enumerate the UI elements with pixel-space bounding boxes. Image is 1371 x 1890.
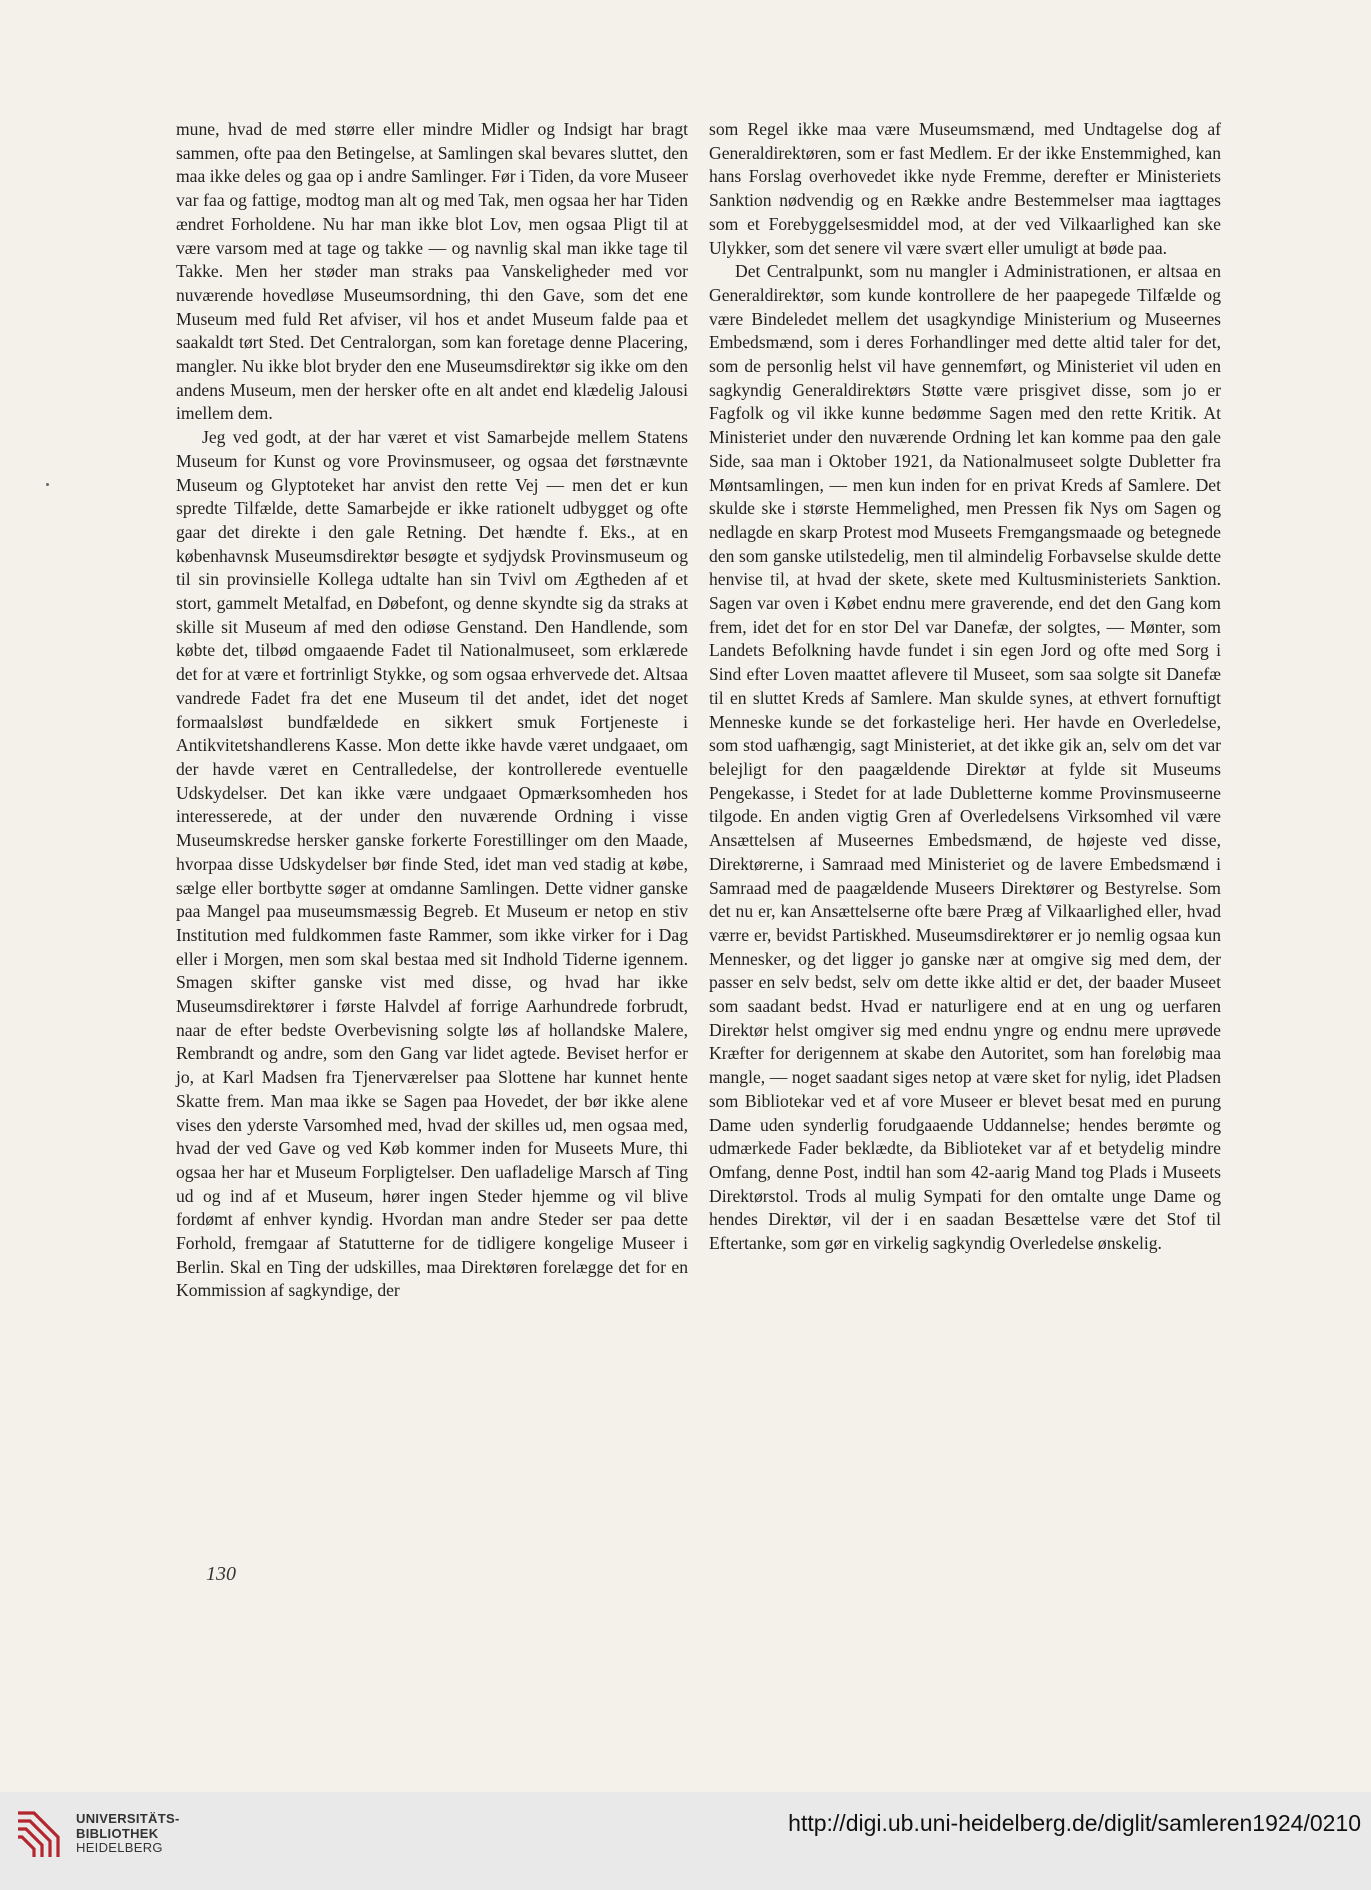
scan-speck bbox=[46, 483, 49, 486]
library-name-line: HEIDELBERG bbox=[76, 1840, 163, 1855]
library-name-line: UNIVERSITÄTS- bbox=[76, 1811, 180, 1826]
right-text-column bbox=[709, 118, 1221, 1256]
permalink-url[interactable]: http://digi.ub.uni-heidelberg.de/diglit/samleren1924/0210 bbox=[788, 1810, 1361, 1836]
paragraph: som Regel ikke maa være Museumsmænd, med Undtagelse dog af Generaldirektøren, som er fast Medlem. Er der ikke Enstemmighed, kan hans Forslag overhovedet ikke nyde Fremme, derefter er Ministeriets Sanktion nødvendig og en Række andre Bestemmelser maa iagttages som et Forebyggelsesmiddel mod, at der ved Vilkaarlighed kan ske Ulykker, som det senere vil være svært eller umuligt at bøde paa. bbox=[709, 119, 1221, 258]
paragraph: mune, hvad de med større eller mindre Midler og Indsigt har bragt sammen, ofte paa den Betingelse, at Samlingen skal bevares sluttet, den maa ikke deles og gaa op i andre Samlinger. Før i Tiden, da vore Museer var faa og fattige, modtog man alt og med Tak, men ogsaa her har Tiden ændret Forholdene. Nu har man ikke blot Lov, men ogsaa Pligt til at være varsom med at tage og takke — og navnlig skal man ikke tage til Takke. Men her støder man straks paa Vanskeligheder med vor nuværende hovedløse Museumsordning, thi den Gave, som det ene Museum med fuld Ret afviser, vil hos et andet Museum falde paa et saakaldt tørt Sted. Det Centralorgan, som kan foretage denne Placering, mangler. Nu ikke blot bryder den ene Museumsdirektør sig ikke om den andens Museum, men der hersker ofte en alt andet end klædelig Jalousi imellem dem. bbox=[176, 119, 688, 424]
left-text-column bbox=[176, 118, 688, 1303]
page-number: 130 bbox=[206, 1563, 236, 1585]
university-library-logo-icon bbox=[14, 1807, 64, 1863]
viewer-footer bbox=[0, 1792, 1371, 1890]
library-name bbox=[76, 1812, 180, 1856]
paragraph: Jeg ved godt, at der har været et vist Samarbejde mellem Statens Museum for Kunst og vore Provinsmuseer, og ogsaa det førstnævnte Museum og Glyptoteket har anvist den rette Vej — men det er kun spredte Tilfælde, dette Samarbejde er ikke rationelt udbygget og ofte gaar det direkte i den gale Retning. Det hændte f. Eks., at en københavnsk Museumsdirektør besøgte et sydjydsk Provinsmuseum og til sin provinsielle Kollega udtalte han sin Tvivl om Ægtheden af et stort, gammelt Metalfad, en Døbefont, og denne skyndte sig da straks at skille sit Museum af med den odiøse Genstand. Den Handlende, som købte det, tilbød omgaaende Fadet til Nationalmuseet, som erklærede det for at være et fortrinligt Stykke, og som ogsaa erhvervede det. Altsaa vandrede Fadet fra det ene Museum til det andet, idet det noget formaalsløst bundfældede en sikkert smuk Fortjeneste i Antikvitetshandlerens Kasse. Mon dette ikke havde været undgaaet, om der havde været en Centralledelse, der kontrollerede eventuelle Udskydelser. Det kan ikke være undgaaet Opmærksomheden hos interesserede, at der under den nuværende Ordning i visse Museumskredse hersker ganske forkerte Forestillinger om den Maade, hvorpaa disse Udskydelser bør finde Sted, idet man ved stadig at købe, sælge eller bortbytte søger at omdanne Samlingen. Dette vidner ganske paa Mangel paa museumsmæssig Begreb. Et Museum er netop en stiv Institution med fuldkommen faste Rammer, som ikke virker for i Dag eller i Morgen, men som skal bestaa med sit Indhold Tiderne igennem. Smagen skifter ganske vist med disse, og hvad har ikke Museumsdirektører i første Halvdel af forrige Aarhundrede forbrudt, naar de efter bedste Overbevisning solgte løs af hollandske Malere, Rembrandt og andre, som den Gang var lidet agtede. Beviset herfor er jo, at Karl Madsen fra Tjenerværelser paa Slottene har kunnet hente Skatte frem. Man maa ikke se Sagen paa Hovedet, der bør ikke alene vises den yderste Varsomhed med, hvad der skilles ud, men ogsaa med, hvad der ved Gave og ved Køb kommer inden for Museets Mure, thi ogsaa her har et Museum Forpligtelser. Den uafladelige Marsch af Ting ud og ind af et Museum, hører ingen Steder hjemme og vil blive fordømt af enhver kyndig. Hvordan man andre Steder ser paa dette Forhold, fremgaar af Statutterne for de tidligere kongelige Museer i Berlin. Skal en Ting der udskilles, maa Direktøren forelægge det for en Kommission af sagkyndige, der bbox=[176, 427, 688, 1301]
paragraph: Det Centralpunkt, som nu mangler i Administrationen, er altsaa en Generaldirektør, som kunde kontrollere de her paapegede Tilfælde og være Bindeledet mellem det usagkyndige Ministerium og Museernes Embedsmænd, som i deres Forhandlinger med dette altid taler for det, som de personlig helst vil have gennemført, og Ministeriet vil uden en sagkyndig Generaldirektørs Støtte være prisgivet disse, som jo er Fagfolk og vil ikke kunne bedømme Sagen med den rette Kritik. At Ministeriet under den nuværende Ordning let kan komme paa den gale Side, saa man i Oktober 1921, da Nationalmuseet solgte Dubletter fra Møntsamlingen, — men kun inden for en privat Kreds af Samlere. Det skulde ske i største Hemmelighed, men Pressen fik Nys om Sagen og nedlagde en skarp Protest mod Museets Fremgangsmaade og betegnede den som ganske utilstedelig, men til almindelig Forbavselse skulde dette henvise til, at hvad der skete, skete med Kultusministeriets Sanktion. Sagen var oven i Købet endnu mere graverende, end det den Gang kom frem, idet det for en stor Del var Danefæ, der solgtes, — Mønter, som Landets Befolkning havde fundet i sin egen Jord og ofte med Sorg i Sind efter Loven maattet aflevere til Museet, som saa solgte sit Danefæ til en sluttet Kreds af Samlere. Man skulde synes, at ethvert fornuftigt Menneske kunde se det forkastelige heri. Her havde en Overledelse, som stod uafhængig, sagt Ministeriet, at det ikke gik an, selv om det var belejligt for den paagældende Direktør at fylde sit Museums Pengekasse, i Stedet for at lade Dubletterne komme Provinsmuseerne tilgode. En anden vigtig Gren af Overledelsens Virksomhed vil være Ansættelsen af Museernes Embedsmænd, de højeste ved disse, Direktørerne, i Samraad med Ministeriet og de lavere Embedsmænd i Samraad med de paagældende Museers Direktører og Bestyrelse. Som det nu er, kan Ansættelserne ofte bære Præg af Vilkaarlighed eller, hvad værre er, bevidst Partiskhed. Museumsdirektører er jo nemlig ogsaa kun Mennesker, og det ligger jo ganske nær at omgive sig med dem, der passer en selv bedst, selv om dette ikke altid er det, der baader Museet som saadant bedst. Hvad er naturligere end at en ung og uerfaren Direktør helst omgiver sig med endnu yngre og endnu mere uprøvede Kræfter for derigennem at skabe den Autoritet, som han foreløbig maa mangle, — noget saadant siges netop at være sket for nylig, idet Pladsen som Bibliotekar ved et af vore Museer er blevet besat med en purung Dame uden synderlig forudgaaende Uddannelse; hendes berømte og udmærkede Fader beklædte, da Biblioteket var af et betydelig mindre Omfang, denne Post, indtil han som 42-aarig Mand tog Plads i Museets Direktørstol. Trods al mulig Sympati for den omtalte unge Dame og hendes Direktør, vil der i en saadan Besættelse være det Stof til Eftertanke, som gør en virkelig sagkyndig Overledelse ønskelig. bbox=[709, 261, 1221, 1254]
library-name-line: BIBLIOTHEK bbox=[76, 1825, 159, 1841]
